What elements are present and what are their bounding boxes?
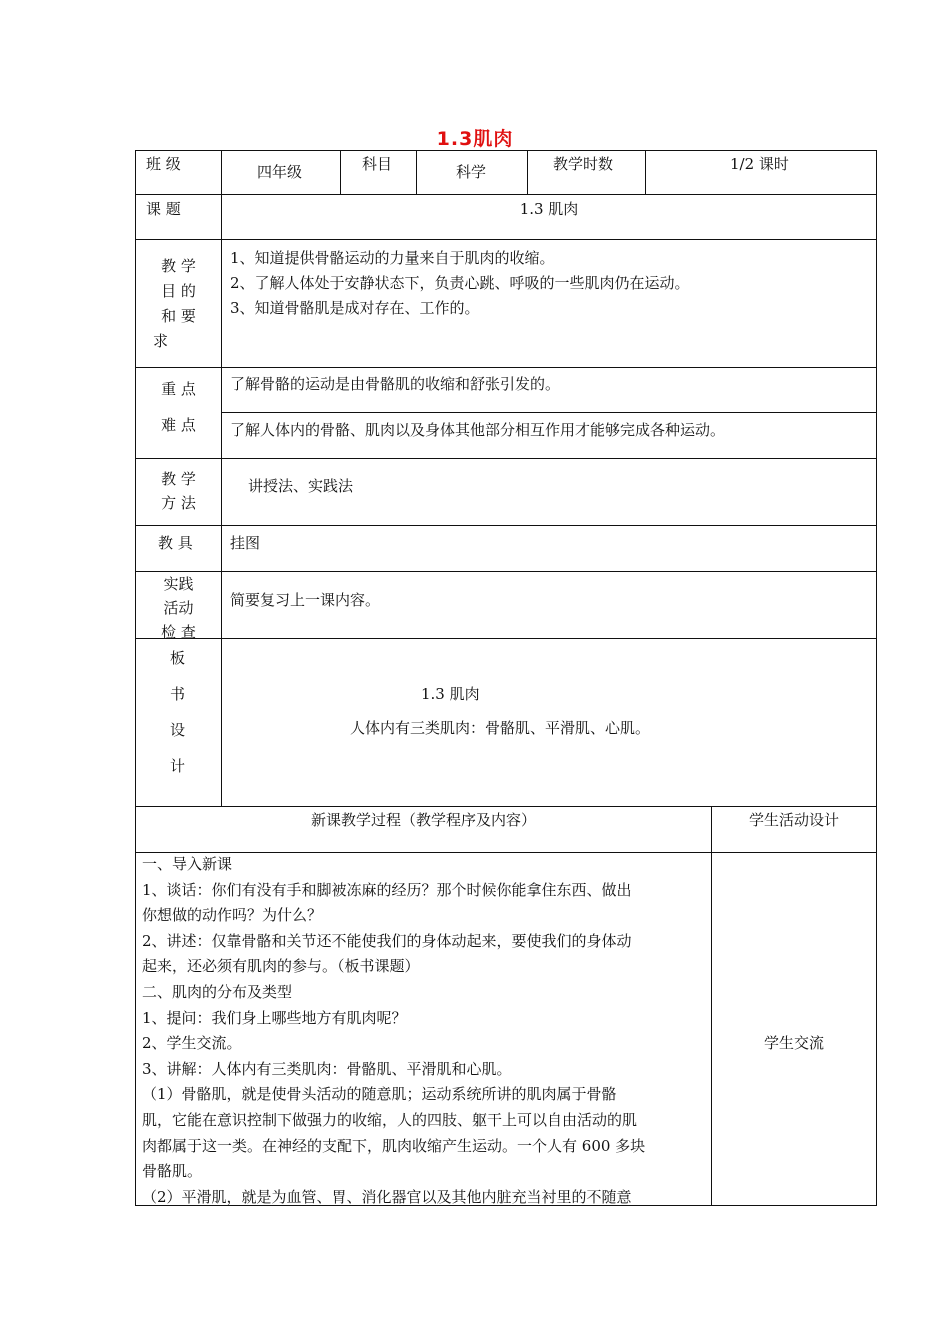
page-title: 1.3肌肉 <box>436 128 514 150</box>
methods-label-line: 方 法 <box>161 494 196 512</box>
objectives-label-line: 目 的 <box>161 282 196 300</box>
board-label <box>170 640 185 784</box>
class-label: 班 级 <box>146 155 181 173</box>
process-line: 二、肌肉的分布及类型 <box>142 982 293 1001</box>
board-line-title: 1.3 肌肉 <box>421 685 480 703</box>
board-label-line: 书 <box>170 685 186 703</box>
objectives-label-line: 和 要 <box>161 307 196 325</box>
objectives-label-line: 求 <box>153 332 169 350</box>
table-border <box>416 150 417 194</box>
process-line: 2、学生交流。 <box>142 1034 242 1053</box>
practice-label-line: 实践 <box>163 575 194 593</box>
table-border <box>135 571 877 572</box>
process-line: 肉都属于这一类。在神经的支配下，肌肉收缩产生运动。一个人有 600 多块 <box>142 1136 646 1155</box>
practice-value: 简要复习上一课内容。 <box>230 591 381 609</box>
table-border <box>876 150 877 1206</box>
table-border <box>135 239 877 240</box>
process-content <box>142 852 710 1210</box>
practice-label-line: 检 查 <box>161 623 196 638</box>
table-border <box>340 150 341 194</box>
process-line: 骨骼肌。 <box>142 1162 203 1181</box>
objectives-list <box>230 246 870 321</box>
board-label-line: 计 <box>170 757 186 775</box>
topic-value: 1.3 肌肉 <box>519 200 579 218</box>
process-line: （2）平滑肌，就是为血管、胃、消化器官以及其他内脏充当衬里的不随意 <box>142 1187 632 1206</box>
subject-value: 科学 <box>456 163 487 181</box>
board-line-content: 人体内有三类肌肉：骨骼肌、平滑肌、心肌。 <box>350 719 651 737</box>
process-header: 新课教学过程（教学程序及内容） <box>310 811 536 829</box>
process-line: 一、导入新课 <box>142 855 233 873</box>
table-border <box>645 150 646 194</box>
student-activity-header: 学生活动设计 <box>748 811 839 829</box>
table-border <box>221 150 222 806</box>
key-point-text: 了解骨骼的运动是由骨骼肌的收缩和舒张引发的。 <box>230 375 561 393</box>
practice-label-line: 活动 <box>163 599 194 617</box>
objectives-label-line: 教 学 <box>161 257 196 275</box>
table-border <box>135 806 877 807</box>
methods-label-line: 教 学 <box>161 470 196 488</box>
topic-label: 课 题 <box>146 200 181 218</box>
objective-item: 2、了解人体处于安静状态下，负责心跳、呼吸的一些肌肉仍在运动。 <box>230 274 690 292</box>
board-label-line: 板 <box>170 649 186 667</box>
key-point-label: 重 点 <box>161 380 196 398</box>
student-activity-value: 学生交流 <box>763 1034 824 1052</box>
subject-label: 科目 <box>362 155 393 173</box>
tools-label: 教 具 <box>158 534 193 552</box>
board-label-line: 设 <box>170 721 186 739</box>
process-line: 1、提问：我们身上哪些地方有肌肉呢？ <box>142 1008 407 1027</box>
table-border <box>135 367 877 368</box>
table-border <box>221 412 877 413</box>
table-border <box>135 525 877 526</box>
difficult-point-text: 了解人体内的骨骼、肌肉以及身体其他部分相互作用才能够完成各种运动。 <box>230 421 726 439</box>
difficult-point-label: 难 点 <box>161 416 196 434</box>
teaching-hours-value: 1/2 课时 <box>730 155 789 173</box>
objective-item: 3、知道骨骼肌是成对存在、工作的。 <box>230 299 480 317</box>
objective-item: 1、知道提供骨骼运动的力量来自于肌肉的收缩。 <box>230 249 555 267</box>
table-border <box>711 806 712 1206</box>
class-value: 四年级 <box>257 163 303 181</box>
table-border <box>135 638 877 639</box>
table-border <box>135 194 877 195</box>
process-line: 你想做的动作吗？为什么？ <box>142 906 323 925</box>
teaching-hours-label: 教学时数 <box>553 155 614 173</box>
table-border <box>135 458 877 459</box>
objectives-label <box>136 254 221 354</box>
table-border <box>135 150 877 151</box>
process-line: 2、讲述：仅靠骨骼和关节还不能使我们的身体动起来，要使我们的身体动 <box>142 931 632 950</box>
methods-value: 讲授法、实践法 <box>248 477 354 495</box>
process-line: 3、讲解：人体内有三类肌肉：骨骼肌、平滑肌和心肌。 <box>142 1059 512 1078</box>
methods-label <box>136 467 221 515</box>
table-border <box>527 150 528 194</box>
process-line: 肌，它能在意识控制下做强力的收缩，人的四肢、躯干上可以自由活动的肌 <box>142 1110 638 1129</box>
practice-label <box>136 572 221 638</box>
process-line: 起来，还必须有肌肉的参与。（板书课题） <box>142 957 420 976</box>
process-line: 1、谈话：你们有没有手和脚被冻麻的经历？那个时候你能拿住东西、做出 <box>142 880 632 899</box>
tools-value: 挂图 <box>230 534 261 552</box>
process-line: （1）骨骼肌，就是使骨头活动的随意肌；运动系统所讲的肌肉属于骨骼 <box>142 1085 617 1104</box>
